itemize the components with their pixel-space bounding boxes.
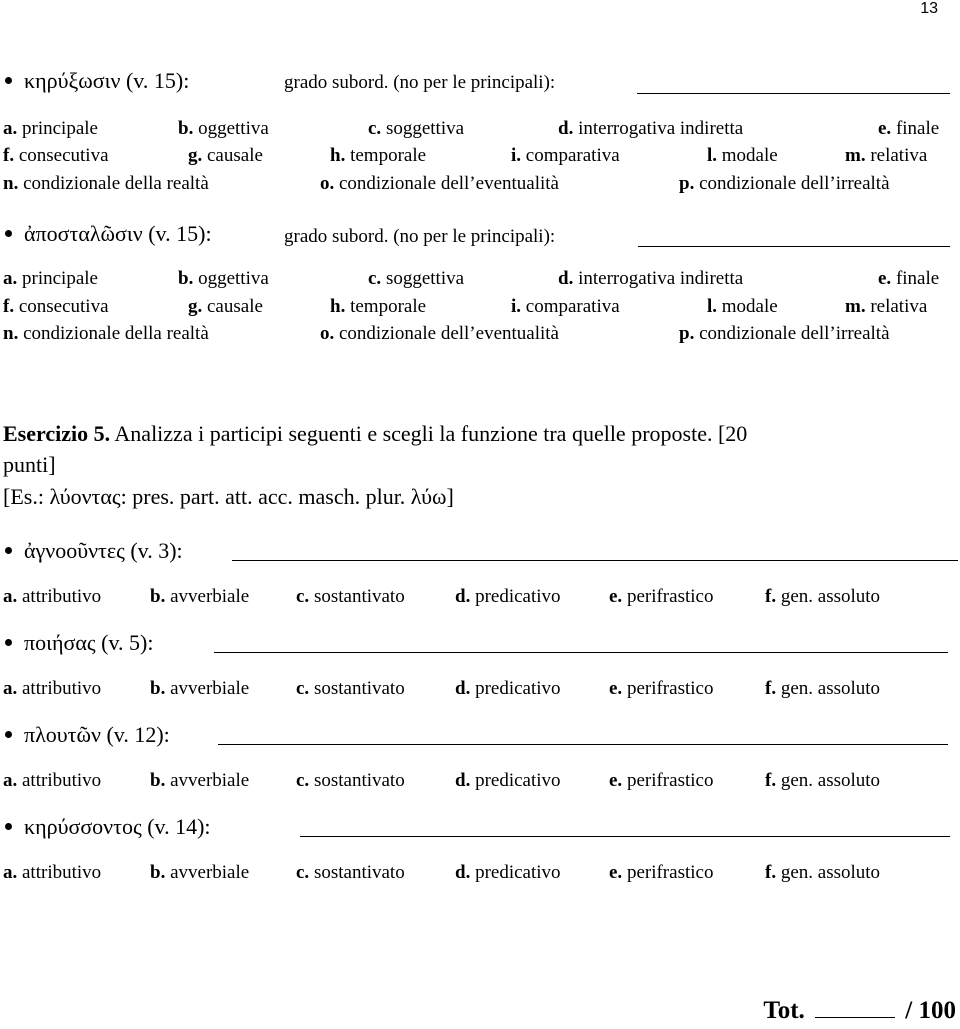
option-label: relativa bbox=[865, 296, 928, 317]
option[interactable] bbox=[455, 770, 561, 792]
option[interactable] bbox=[3, 862, 101, 884]
bullet-icon bbox=[5, 547, 12, 554]
option-letter: c. bbox=[368, 118, 382, 139]
option-label: condizionale della realtà bbox=[18, 323, 209, 344]
option[interactable] bbox=[178, 268, 269, 290]
option[interactable] bbox=[707, 296, 778, 318]
option-label: oggettiva bbox=[193, 268, 269, 289]
option-letter: e. bbox=[878, 268, 892, 289]
participle-question bbox=[5, 630, 153, 656]
option-letter: e. bbox=[609, 770, 623, 791]
verse-ref: (v. 3): bbox=[124, 538, 183, 563]
option-label: modale bbox=[717, 296, 778, 317]
option[interactable] bbox=[296, 586, 405, 608]
grado-prompt: grado subord. (no per le principali): bbox=[284, 72, 556, 93]
option[interactable] bbox=[455, 862, 561, 884]
option-label: predicativo bbox=[470, 678, 561, 699]
option-letter: d. bbox=[455, 770, 471, 791]
option-letter: l. bbox=[707, 145, 718, 166]
bullet-icon bbox=[5, 639, 12, 646]
option-label: modale bbox=[717, 145, 778, 166]
option-label: condizionale dell’eventualità bbox=[334, 323, 559, 344]
option-letter: h. bbox=[330, 145, 346, 166]
option-letter: i. bbox=[511, 145, 522, 166]
option-letter: l. bbox=[707, 296, 718, 317]
option-label: attributivo bbox=[17, 770, 102, 791]
option-letter: f. bbox=[765, 770, 777, 791]
answer-blank[interactable] bbox=[638, 245, 950, 247]
option[interactable] bbox=[878, 268, 939, 290]
option[interactable] bbox=[3, 268, 98, 290]
option[interactable] bbox=[558, 268, 743, 290]
bullet-icon bbox=[5, 230, 12, 237]
answer-blank[interactable] bbox=[214, 651, 948, 653]
greek-word: ἀποσταλῶσιν bbox=[24, 221, 143, 246]
option-label: comparativa bbox=[521, 296, 620, 317]
option-letter: b. bbox=[150, 862, 166, 883]
option-label: sostantivato bbox=[309, 770, 405, 791]
option-letter: d. bbox=[558, 268, 574, 289]
option-letter: b. bbox=[178, 118, 194, 139]
option[interactable] bbox=[150, 586, 249, 608]
option-letter: g. bbox=[188, 145, 203, 166]
option[interactable] bbox=[3, 586, 101, 608]
option[interactable] bbox=[368, 118, 464, 140]
option-letter: b. bbox=[150, 770, 166, 791]
option-label: consecutiva bbox=[14, 145, 109, 166]
option[interactable] bbox=[3, 770, 101, 792]
exercise-label: Esercizio 5. bbox=[3, 421, 111, 446]
option-label: avverbiale bbox=[165, 862, 250, 883]
option-label: avverbiale bbox=[165, 770, 250, 791]
option-letter: a. bbox=[3, 770, 18, 791]
option-letter: n. bbox=[3, 323, 19, 344]
option-letter: n. bbox=[3, 173, 19, 194]
option-label: causale bbox=[202, 145, 263, 166]
option-label: predicativo bbox=[470, 770, 561, 791]
total-suffix: / 100 bbox=[905, 997, 956, 1024]
option-label: condizionale della realtà bbox=[18, 173, 209, 194]
option-letter: a. bbox=[3, 268, 18, 289]
option-label: finale bbox=[891, 118, 940, 139]
option[interactable] bbox=[330, 145, 426, 167]
verse-ref: (v. 5): bbox=[95, 630, 154, 655]
option[interactable] bbox=[455, 678, 561, 700]
option[interactable] bbox=[765, 770, 880, 792]
answer-blank[interactable] bbox=[232, 559, 958, 561]
greek-word: κηρύξωσιν bbox=[24, 68, 121, 93]
option-label: predicativo bbox=[470, 862, 561, 883]
option-letter: o. bbox=[320, 323, 335, 344]
option[interactable] bbox=[3, 678, 101, 700]
bullet-icon bbox=[5, 731, 12, 738]
option-label: interrogativa indiretta bbox=[573, 268, 744, 289]
option[interactable] bbox=[3, 323, 209, 345]
option-label: gen. assoluto bbox=[776, 678, 881, 699]
option[interactable] bbox=[320, 173, 559, 195]
option-letter: e. bbox=[609, 678, 623, 699]
option-label: sostantivato bbox=[309, 586, 405, 607]
option[interactable] bbox=[765, 862, 880, 884]
option-label: condizionale dell’irrealtà bbox=[694, 323, 890, 344]
option-label: soggettiva bbox=[381, 118, 465, 139]
option-letter: a. bbox=[3, 118, 18, 139]
option-label: predicativo bbox=[470, 586, 561, 607]
page-number: 13 bbox=[920, 0, 938, 17]
option[interactable] bbox=[455, 586, 561, 608]
answer-blank[interactable] bbox=[637, 92, 950, 94]
option-letter: g. bbox=[188, 296, 203, 317]
bullet-icon bbox=[5, 823, 12, 830]
option-letter: b. bbox=[150, 678, 166, 699]
question-apostalosin bbox=[5, 221, 212, 247]
option-label: consecutiva bbox=[14, 296, 109, 317]
option-label: gen. assoluto bbox=[776, 770, 881, 791]
option[interactable] bbox=[878, 118, 939, 140]
option-label: perifrastico bbox=[622, 862, 714, 883]
option-letter: d. bbox=[455, 862, 471, 883]
option-letter: f. bbox=[765, 586, 777, 607]
option-letter: h. bbox=[330, 296, 346, 317]
option[interactable] bbox=[707, 145, 778, 167]
option[interactable] bbox=[178, 118, 269, 140]
option-label: condizionale dell’irrealtà bbox=[694, 173, 890, 194]
option-label: perifrastico bbox=[622, 678, 714, 699]
option-label: gen. assoluto bbox=[776, 586, 881, 607]
participle-question bbox=[5, 814, 211, 840]
question-kerukxosin bbox=[5, 68, 189, 94]
option[interactable] bbox=[150, 678, 249, 700]
option-label: perifrastico bbox=[622, 770, 714, 791]
option-label: avverbiale bbox=[165, 678, 250, 699]
verse-ref: (v. 15): bbox=[148, 221, 212, 246]
option[interactable] bbox=[296, 678, 405, 700]
option[interactable] bbox=[679, 323, 890, 345]
option-label: relativa bbox=[865, 145, 928, 166]
greek-word: ἀγνοοῦντες bbox=[24, 538, 125, 563]
grado-prompt: grado subord. (no per le principali): bbox=[284, 226, 556, 247]
option-letter: e. bbox=[609, 862, 623, 883]
option-letter: p. bbox=[679, 323, 695, 344]
option-letter: d. bbox=[455, 586, 471, 607]
option-letter: f. bbox=[765, 862, 777, 883]
verse-ref: (v. 15): bbox=[125, 68, 190, 93]
option-label: perifrastico bbox=[622, 586, 714, 607]
option-letter: f. bbox=[3, 145, 15, 166]
participle-question bbox=[5, 538, 183, 564]
option-label: principale bbox=[17, 118, 98, 139]
option-letter: c. bbox=[368, 268, 382, 289]
option-label: attributivo bbox=[17, 586, 102, 607]
option-letter: i. bbox=[511, 296, 522, 317]
option-label: temporale bbox=[345, 296, 427, 317]
option-letter: b. bbox=[178, 268, 194, 289]
option[interactable] bbox=[3, 173, 209, 195]
option-label: temporale bbox=[345, 145, 427, 166]
option[interactable] bbox=[3, 145, 109, 167]
option[interactable] bbox=[296, 862, 405, 884]
verse-ref: (v. 14): bbox=[141, 814, 211, 839]
option-letter: e. bbox=[878, 118, 892, 139]
bullet-icon bbox=[5, 77, 12, 84]
option[interactable] bbox=[296, 770, 405, 792]
option-letter: a. bbox=[3, 586, 18, 607]
option-label: comparativa bbox=[521, 145, 620, 166]
option[interactable] bbox=[3, 118, 98, 140]
option[interactable] bbox=[368, 268, 464, 290]
option[interactable] bbox=[845, 296, 927, 318]
option-letter: c. bbox=[296, 586, 310, 607]
option-label: sostantivato bbox=[309, 862, 405, 883]
option-letter: e. bbox=[609, 586, 623, 607]
option[interactable] bbox=[765, 678, 880, 700]
exercise-title bbox=[3, 421, 747, 447]
option-letter: p. bbox=[679, 173, 695, 194]
greek-word: ποιήσας bbox=[24, 630, 96, 655]
option[interactable] bbox=[320, 323, 559, 345]
exercise-example: [Es.: λύοντας: pres. part. att. acc. masch. plur. λύω] bbox=[3, 484, 454, 509]
exercise-text-cont: punti] bbox=[3, 452, 56, 477]
option-letter: o. bbox=[320, 173, 335, 194]
option[interactable] bbox=[845, 145, 927, 167]
option-letter: f. bbox=[3, 296, 15, 317]
option[interactable] bbox=[150, 862, 249, 884]
option-label: oggettiva bbox=[193, 118, 269, 139]
option[interactable] bbox=[609, 586, 713, 608]
option-letter: c. bbox=[296, 678, 310, 699]
option-letter: c. bbox=[296, 862, 310, 883]
option-label: sostantivato bbox=[309, 678, 405, 699]
option[interactable] bbox=[188, 296, 263, 318]
answer-blank[interactable] bbox=[300, 835, 950, 837]
greek-word: κηρύσσοντος bbox=[24, 814, 142, 839]
option[interactable] bbox=[679, 173, 890, 195]
total-blank[interactable] bbox=[815, 1016, 895, 1018]
option-label: principale bbox=[17, 268, 98, 289]
option[interactable] bbox=[609, 678, 713, 700]
option[interactable] bbox=[150, 770, 249, 792]
option-label: avverbiale bbox=[165, 586, 250, 607]
option-label: causale bbox=[202, 296, 263, 317]
participle-question bbox=[5, 722, 170, 748]
exercise-text: Analizza i participi seguenti e scegli la funzione tra quelle proposte. [20 bbox=[110, 421, 748, 446]
option[interactable] bbox=[558, 118, 743, 140]
option[interactable] bbox=[765, 586, 880, 608]
option-letter: a. bbox=[3, 678, 18, 699]
option-label: gen. assoluto bbox=[776, 862, 881, 883]
option[interactable] bbox=[609, 862, 713, 884]
option[interactable] bbox=[511, 145, 620, 167]
total-label: Tot. bbox=[763, 997, 805, 1024]
option-label: interrogativa indiretta bbox=[573, 118, 744, 139]
option-label: soggettiva bbox=[381, 268, 465, 289]
option-label: condizionale dell’eventualità bbox=[334, 173, 559, 194]
option[interactable] bbox=[330, 296, 426, 318]
option[interactable] bbox=[511, 296, 620, 318]
option[interactable] bbox=[188, 145, 263, 167]
answer-blank[interactable] bbox=[218, 743, 948, 745]
option[interactable] bbox=[609, 770, 713, 792]
option-label: attributivo bbox=[17, 678, 102, 699]
option-letter: m. bbox=[845, 145, 866, 166]
option-letter: d. bbox=[558, 118, 574, 139]
option[interactable] bbox=[3, 296, 109, 318]
option-letter: c. bbox=[296, 770, 310, 791]
option-letter: b. bbox=[150, 586, 166, 607]
option-letter: f. bbox=[765, 678, 777, 699]
option-letter: d. bbox=[455, 678, 471, 699]
verse-ref: (v. 12): bbox=[100, 722, 170, 747]
option-label: finale bbox=[891, 268, 940, 289]
option-label: attributivo bbox=[17, 862, 102, 883]
option-letter: a. bbox=[3, 862, 18, 883]
greek-word: πλουτῶν bbox=[24, 722, 101, 747]
total-score bbox=[763, 997, 956, 1025]
option-letter: m. bbox=[845, 296, 866, 317]
